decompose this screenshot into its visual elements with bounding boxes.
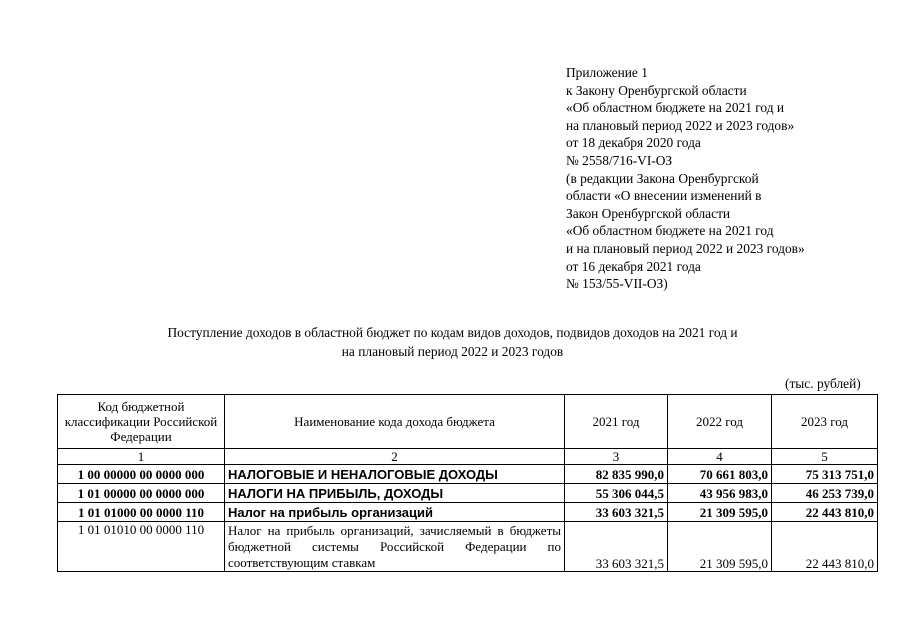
header-2023: 2023 год bbox=[772, 395, 878, 449]
appendix-line: области «О внесении изменений в bbox=[566, 188, 762, 204]
row-2022-amount: 43 956 983,0 bbox=[668, 484, 772, 503]
column-number: 5 bbox=[772, 449, 878, 465]
appendix-line: и на плановый период 2022 и 2023 годов» bbox=[566, 240, 805, 256]
header-2021: 2021 год bbox=[565, 395, 668, 449]
appendix-line: к Закону Оренбургской области bbox=[566, 82, 747, 98]
row-2023-amount: 75 313 751,0 bbox=[772, 465, 878, 484]
row-2021-amount: 82 835 990,0 bbox=[565, 465, 668, 484]
row-code: 1 00 00000 00 0000 000 bbox=[58, 465, 225, 484]
row-name: Налог на прибыль организаций bbox=[225, 503, 565, 522]
appendix-note bbox=[566, 64, 805, 293]
row-name: Налог на прибыль организаций, зачисляемый в бюджеты бюджетной системы Российской Федерации по соответствующим ставкам bbox=[225, 522, 565, 572]
appendix-line: на плановый период 2022 и 2023 годов» bbox=[566, 117, 795, 133]
column-number: 2 bbox=[225, 449, 565, 465]
table-row bbox=[58, 484, 878, 503]
row-2022-amount: 70 661 803,0 bbox=[668, 465, 772, 484]
column-number: 1 bbox=[58, 449, 225, 465]
table-row bbox=[58, 465, 878, 484]
row-name: НАЛОГОВЫЕ И НЕНАЛОГОВЫЕ ДОХОДЫ bbox=[225, 465, 565, 484]
column-number: 4 bbox=[668, 449, 772, 465]
header-name: Наименование кода дохода бюджета bbox=[225, 395, 565, 449]
row-2023-amount: 22 443 810,0 bbox=[772, 503, 878, 522]
row-2021-amount: 55 306 044,5 bbox=[565, 484, 668, 503]
row-code: 1 01 01000 00 0000 110 bbox=[58, 503, 225, 522]
appendix-line: от 16 декабря 2021 года bbox=[566, 258, 701, 274]
row-2021-amount: 33 603 321,5 bbox=[565, 503, 668, 522]
appendix-line: (в редакции Закона Оренбургской bbox=[566, 170, 759, 186]
title-line: на плановый период 2022 и 2023 годов bbox=[341, 344, 564, 359]
header-row bbox=[58, 395, 878, 449]
document-title bbox=[0, 323, 905, 361]
table-row bbox=[58, 522, 878, 572]
row-code: 1 01 00000 00 0000 000 bbox=[58, 484, 225, 503]
appendix-line: «Об областном бюджете на 2021 год bbox=[566, 223, 774, 239]
appendix-line: Закон Оренбургской области bbox=[566, 205, 731, 221]
table-row bbox=[58, 503, 878, 522]
column-number-row bbox=[58, 449, 878, 465]
appendix-line: № 2558/716-VI-ОЗ bbox=[566, 152, 673, 168]
appendix-line: от 18 декабря 2020 года bbox=[566, 135, 701, 151]
appendix-line: «Об областном бюджете на 2021 год и bbox=[566, 100, 785, 116]
row-2021-amount: 33 603 321,5 bbox=[565, 522, 668, 572]
title-line: Поступление доходов в областной бюджет по кодам видов доходов, подвидов доходов на 2021 год и bbox=[167, 325, 738, 340]
row-2023-amount: 22 443 810,0 bbox=[772, 522, 878, 572]
header-2022: 2022 год bbox=[668, 395, 772, 449]
row-2022-amount: 21 309 595,0 bbox=[668, 522, 772, 572]
row-name: НАЛОГИ НА ПРИБЫЛЬ, ДОХОДЫ bbox=[225, 484, 565, 503]
header-code: Код бюджетной классификации Российской Федерации bbox=[58, 395, 225, 449]
row-2023-amount: 46 253 739,0 bbox=[772, 484, 878, 503]
appendix-line: Приложение 1 bbox=[566, 65, 648, 80]
column-number: 3 bbox=[565, 449, 668, 465]
unit-label: (тыс. рублей) bbox=[785, 376, 861, 391]
row-code: 1 01 01010 00 0000 110 bbox=[58, 522, 225, 572]
row-2022-amount: 21 309 595,0 bbox=[668, 503, 772, 522]
appendix-line: № 153/55-VII-ОЗ) bbox=[566, 276, 668, 292]
revenue-table bbox=[57, 394, 878, 572]
